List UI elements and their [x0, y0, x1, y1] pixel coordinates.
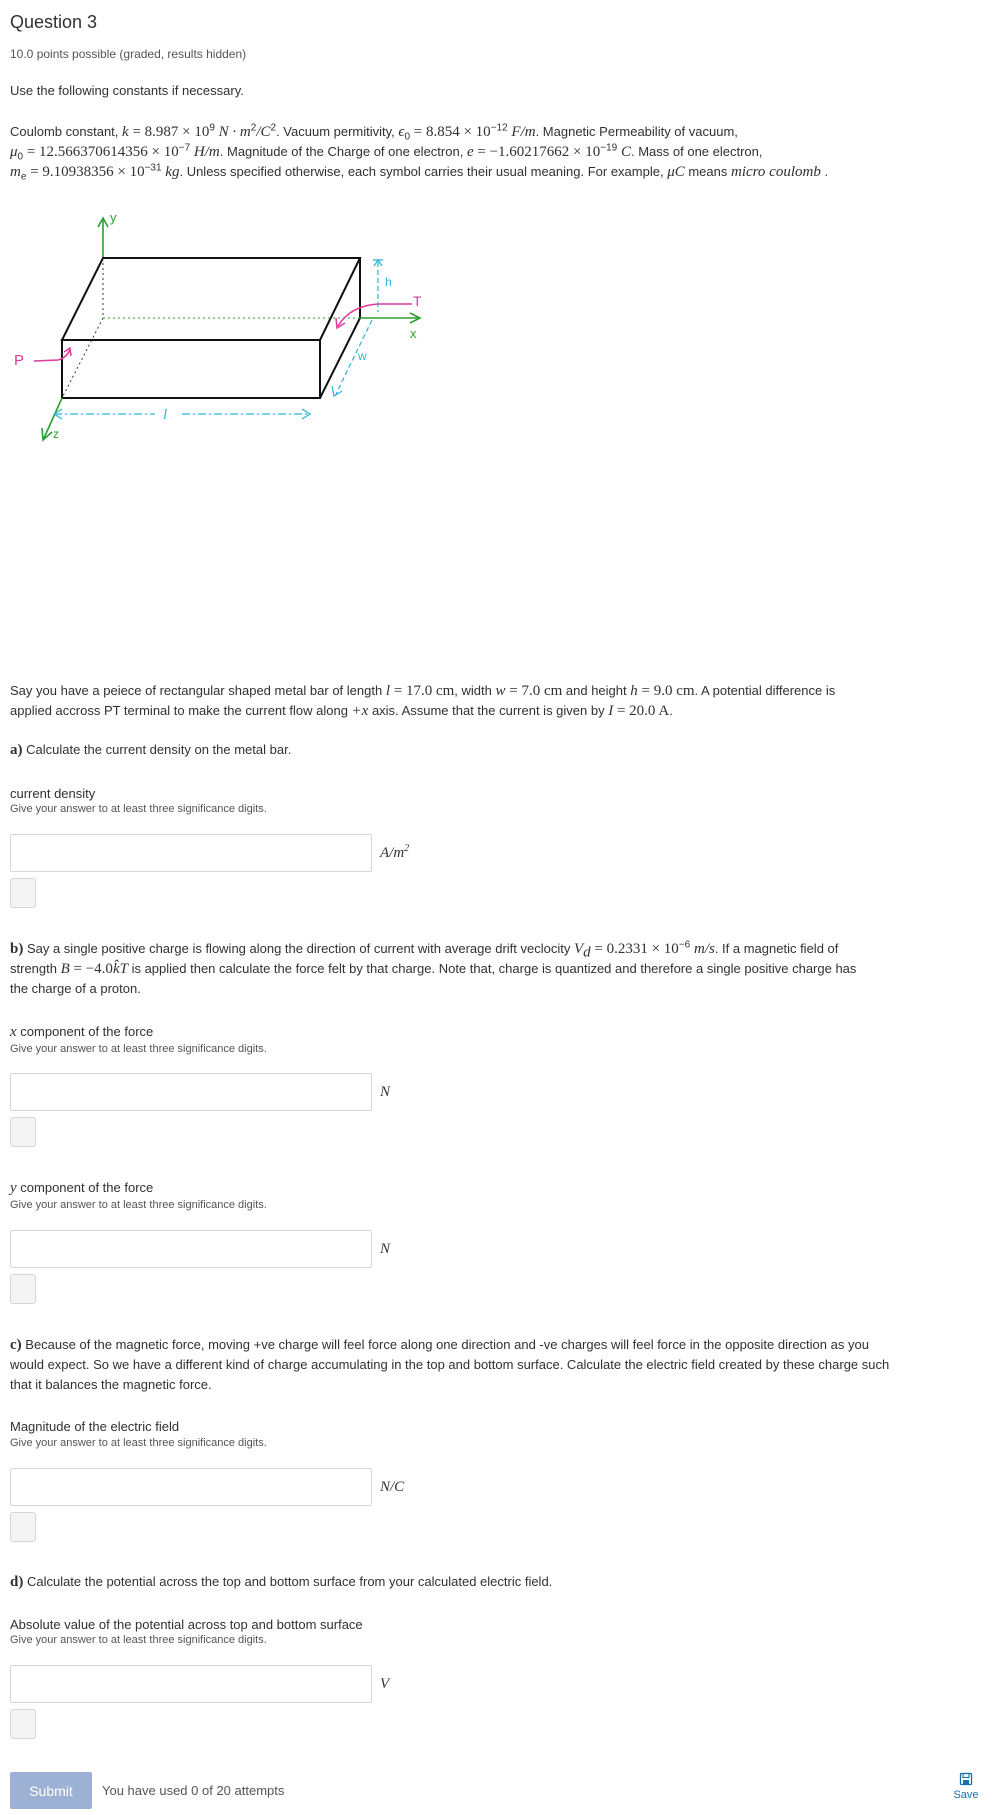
part-d-label: Absolute value of the potential across top and bottom surface	[10, 1617, 363, 1632]
attempts-counter: You have used 0 of 20 attempts	[102, 1783, 285, 1798]
part-a-hint: Give your answer to at least three significance digits.	[10, 803, 267, 815]
save-icon	[959, 1772, 973, 1786]
save-button[interactable]	[944, 1772, 988, 1801]
potential-input[interactable]	[10, 1665, 372, 1703]
part-a-label: current density	[10, 786, 96, 801]
x-force-label: x component of the force	[10, 1024, 154, 1040]
constants-paragraph: Coulomb constant, $k = 8.987 \times 10^9$ $N \cdot m^2/C^2$. Vacuum permitivity, $\epsilon_0 = 8.854 \times 10^{-12}$ F/m. Magnetic Permeability of vacuum, $\mu_0 = 12.566370614356 \times 10^{-7}$ H/m. Magnitude of the Charge of one electron, $e = -1.60217662 \times 10^{-19}$ C. Mass of one electron, $m_e = 9.10938356 \times 10^{-31}$ kg. Unless specified otherwise, each symbol carries their usual meaning. For example, μC means micro coulomb .	[10, 122, 829, 183]
part-d-hint: Give your answer to at least three significance digits.	[10, 1634, 267, 1646]
h-dimension-label: h	[385, 275, 392, 289]
electric-field-input[interactable]	[10, 1468, 372, 1506]
metal-bar-diagram	[0, 200, 440, 460]
part-b-prompt: b) Say a single positive charge is flowing along the direction of current with average drift veclocity $V_d = 0.2331 \times 10^{-6}$ m/s. If a magnetic field of strength B = −4.0k̂T is applied then calculate the force felt by that charge. Note that, charge is quantized and therefore a single positive charge has the charge of a proton.	[10, 939, 857, 996]
part-c-unit: N/C	[380, 1479, 405, 1495]
t-terminal-label: T	[413, 293, 422, 309]
constants-intro: Use the following constants if necessary.	[10, 83, 244, 98]
p-terminal-label: P	[14, 352, 25, 369]
y-force-label: y component of the force	[10, 1180, 154, 1196]
points-info: 10.0 points possible (graded, results hidden)	[10, 47, 247, 61]
part-a-status-indicator	[10, 878, 36, 908]
y-force-unit: N	[380, 1241, 391, 1257]
part-c-status-indicator	[10, 1512, 36, 1542]
y-force-hint: Give your answer to at least three significance digits.	[10, 1199, 267, 1211]
y-axis-label: y	[110, 210, 117, 225]
w-dimension-label: w	[358, 349, 367, 363]
submit-button[interactable]: Submit	[10, 1772, 92, 1809]
y-force-input[interactable]	[10, 1230, 372, 1268]
x-force-input[interactable]	[10, 1073, 372, 1111]
problem-statement: Say you have a peiece of rectangular shaped metal bar of length l = 17.0 cm, width w = 7.0 cm and height h = 9.0 cm. A potential difference is applied accross PT terminal to make the current flow along +x axis. Assume that the current is given by I = 20.0 A.	[10, 683, 836, 719]
x-force-unit: N	[380, 1084, 391, 1100]
save-label: Save	[953, 1789, 979, 1801]
box-top-face	[62, 258, 360, 340]
current-density-input[interactable]	[10, 834, 372, 872]
x-force-status-indicator	[10, 1117, 36, 1147]
part-c-prompt: c) Because of the magnetic force, moving +ve charge will feel force along one direction and -ve charges will feel force in the opposite direction as you would expect. So we have a different kind of charge accumulating in the top and bottom surface. Calculate the electric field created by these charge such that it balances the magnetic force.	[10, 1337, 890, 1392]
part-d-status-indicator	[10, 1709, 36, 1739]
part-d-unit: V	[380, 1676, 390, 1692]
x-force-hint: Give your answer to at least three significance digits.	[10, 1043, 267, 1055]
part-d-prompt: d) Calculate the potential across the top and bottom surface from your calculated electric field.	[10, 1574, 553, 1590]
y-force-status-indicator	[10, 1274, 36, 1304]
l-dimension-label: l	[163, 407, 168, 423]
z-axis-label: z	[53, 427, 59, 441]
part-c-label: Magnitude of the electric field	[10, 1419, 180, 1434]
part-a-prompt: a) Calculate the current density on the metal bar.	[10, 742, 292, 758]
part-a-unit: $A/m^2$	[380, 843, 410, 861]
part-c-hint: Give your answer to at least three significance digits.	[10, 1437, 267, 1449]
question-title: Question 3	[10, 12, 98, 32]
x-axis-label: x	[410, 326, 417, 341]
box-front-face	[62, 340, 320, 398]
